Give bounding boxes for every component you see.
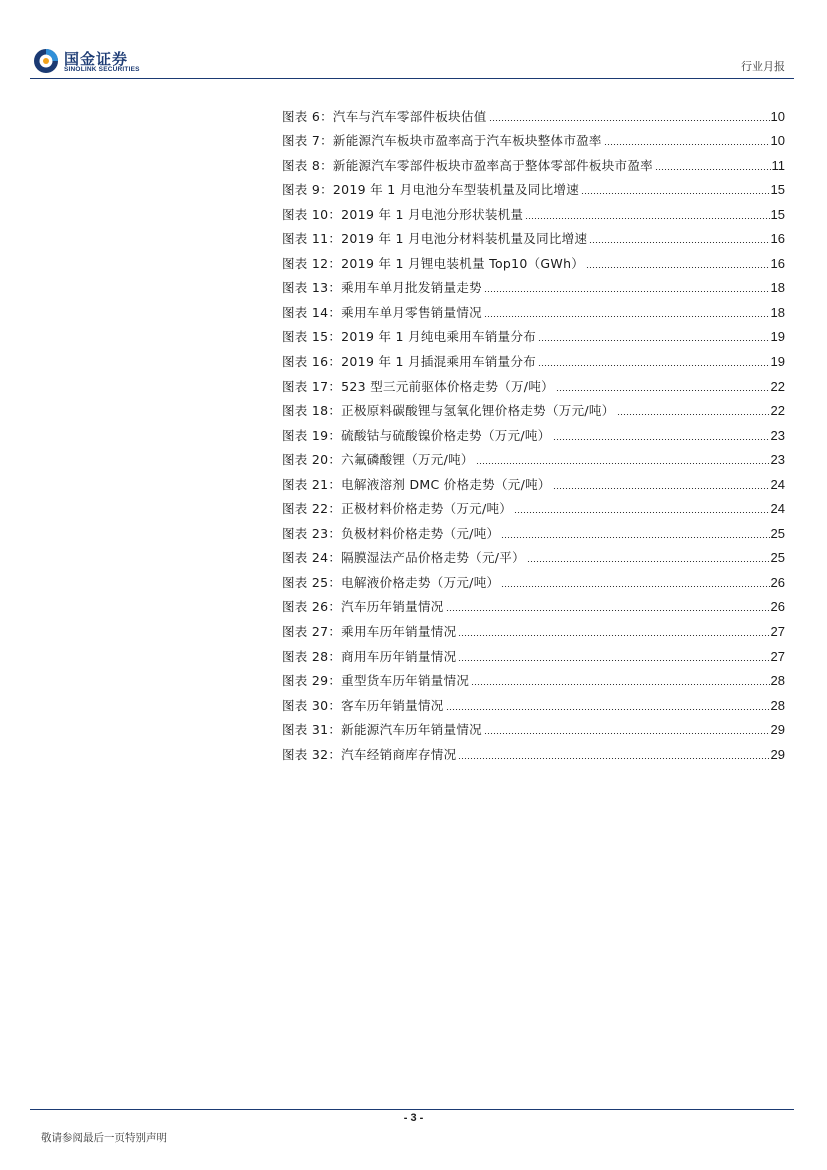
- toc-entry[interactable]: [282, 444, 785, 469]
- toc-entry[interactable]: [282, 198, 785, 223]
- toc-dot-leader: [484, 733, 770, 734]
- toc-entry-label: 图表 25：电解液价格走势（万元/吨）: [282, 574, 500, 590]
- toc-entry-page: 24: [770, 501, 785, 517]
- toc-dot-leader: [501, 537, 769, 538]
- toc-entry[interactable]: [282, 689, 785, 714]
- toc-entry-page: 10: [770, 108, 785, 124]
- toc-entry-label: 图表 12：2019 年 1 月锂电装机量 Top10（GWh）: [282, 255, 585, 271]
- toc-entry[interactable]: [282, 640, 785, 665]
- toc-entry[interactable]: [282, 125, 785, 150]
- sinolink-logo-icon: [33, 48, 59, 74]
- toc-entry[interactable]: [282, 738, 785, 763]
- toc-entry-label: 图表 26：汽车历年销量情况: [282, 599, 444, 615]
- toc-entry[interactable]: [282, 419, 785, 444]
- toc-entry-label: 图表 31：新能源汽车历年销量情况: [282, 722, 482, 738]
- toc-dot-leader: [525, 218, 769, 219]
- toc-entry-page: 25: [770, 550, 785, 566]
- toc-entry-page: 23: [770, 427, 785, 443]
- toc-entry-label: 图表 11：2019 年 1 月电池分材料装机量及同比增速: [282, 231, 588, 247]
- toc-entry-label: 图表 10：2019 年 1 月电池分形状装机量: [282, 206, 524, 222]
- toc-entry-label: 图表 16：2019 年 1 月插混乘用车销量分布: [282, 354, 537, 370]
- toc-entry-label: 图表 18：正极原料碳酸锂与氢氧化锂价格走势（万元/吨）: [282, 403, 615, 419]
- toc-entry[interactable]: [282, 542, 785, 567]
- toc-dot-leader: [471, 684, 769, 685]
- toc-dot-leader: [556, 390, 770, 391]
- toc-dot-leader: [553, 488, 770, 489]
- toc-entry-page: 11: [771, 157, 785, 173]
- footer-divider: [30, 1109, 794, 1110]
- toc-entry[interactable]: [282, 174, 785, 199]
- toc-entry[interactable]: [282, 566, 785, 591]
- toc-dot-leader: [484, 291, 770, 292]
- toc-entry[interactable]: [282, 714, 785, 739]
- toc-entry[interactable]: [282, 370, 785, 395]
- toc-entry[interactable]: [282, 493, 785, 518]
- toc-dot-leader: [604, 144, 770, 145]
- toc-entry-page: 16: [770, 231, 785, 247]
- toc-entry[interactable]: [282, 345, 785, 370]
- toc-entry-label: 图表 6：汽车与汽车零部件板块估值: [282, 108, 487, 124]
- toc-entry-label: 图表 22：正极材料价格走势（万元/吨）: [282, 501, 513, 517]
- toc-entry-label: 图表 32：汽车经销商库存情况: [282, 746, 457, 762]
- logo-english-name: SINOLINK SECURITIES: [64, 66, 140, 73]
- toc-entry-page: 24: [770, 476, 785, 492]
- toc-dot-leader: [538, 340, 769, 341]
- toc-dot-leader: [581, 193, 770, 194]
- toc-dot-leader: [538, 365, 769, 366]
- toc-entry-label: 图表 29：重型货车历年销量情况: [282, 673, 470, 689]
- toc-dot-leader: [484, 316, 770, 317]
- toc-entry-page: 26: [770, 574, 785, 590]
- toc-dot-leader: [514, 512, 769, 513]
- toc-entry-page: 29: [770, 746, 785, 762]
- toc-entry-label: 图表 15：2019 年 1 月纯电乘用车销量分布: [282, 329, 537, 345]
- toc-dot-leader: [458, 635, 769, 636]
- toc-entry-page: 27: [770, 624, 785, 640]
- toc-entry[interactable]: [282, 591, 785, 616]
- toc-dot-leader: [458, 660, 769, 661]
- toc-entry-page: 27: [770, 648, 785, 664]
- toc-entry[interactable]: [282, 395, 785, 420]
- toc-entry-page: 28: [770, 673, 785, 689]
- toc-entry[interactable]: [282, 149, 785, 174]
- toc-entry-label: 图表 23：负极材料价格走势（元/吨）: [282, 525, 500, 541]
- toc-dot-leader: [476, 463, 770, 464]
- toc-entry[interactable]: [282, 223, 785, 248]
- toc-entry-label: 图表 30：客车历年销量情况: [282, 697, 444, 713]
- toc-entry-page: 28: [770, 697, 785, 713]
- toc-entry-label: 图表 27：乘用车历年销量情况: [282, 624, 457, 640]
- page-number: - 3 -: [403, 1112, 424, 1124]
- toc-entry-page: 26: [770, 599, 785, 615]
- toc-dot-leader: [617, 414, 770, 415]
- report-type: 行业月报: [741, 60, 785, 73]
- toc-entry-page: 19: [770, 329, 785, 345]
- toc-entry-page: 25: [770, 525, 785, 541]
- toc-entry[interactable]: [282, 321, 785, 346]
- toc-dot-leader: [458, 758, 769, 759]
- toc-entry-label: 图表 13：乘用车单月批发销量走势: [282, 280, 482, 296]
- toc-entry[interactable]: [282, 100, 785, 125]
- toc-entry[interactable]: [282, 296, 785, 321]
- toc-entry-label: 图表 20：六氟磷酸锂（万元/吨）: [282, 452, 474, 468]
- toc-entry-page: 23: [770, 452, 785, 468]
- toc-entry-label: 图表 28：商用车历年销量情况: [282, 648, 457, 664]
- toc-entry-label: 图表 21：电解液溶剂 DMC 价格走势（元/吨）: [282, 476, 551, 492]
- toc-entry-page: 19: [770, 354, 785, 370]
- toc-entry-label: 图表 9：2019 年 1 月电池分车型装机量及同比增速: [282, 182, 580, 198]
- figure-list: [282, 100, 785, 763]
- toc-entry-label: 图表 8：新能源汽车零部件板块市盈率高于整体零部件板块市盈率: [282, 157, 653, 173]
- toc-entry-label: 图表 19：硫酸钴与硫酸镍价格走势（万元/吨）: [282, 427, 551, 443]
- toc-dot-leader: [446, 709, 770, 710]
- toc-dot-leader: [655, 169, 771, 170]
- toc-entry-page: 15: [770, 206, 785, 222]
- toc-entry[interactable]: [282, 468, 785, 493]
- toc-entry[interactable]: [282, 272, 785, 297]
- toc-entry-page: 15: [770, 182, 785, 198]
- toc-entry[interactable]: [282, 615, 785, 640]
- page-header: [0, 0, 827, 80]
- toc-dot-leader: [586, 267, 769, 268]
- logo-chinese-name: 国金证券: [64, 50, 129, 68]
- toc-entry-page: 16: [770, 255, 785, 271]
- toc-entry-label: 图表 7：新能源汽车板块市盈率高于汽车板块整体市盈率: [282, 133, 602, 149]
- toc-entry-label: 图表 14：乘用车单月零售销量情况: [282, 304, 482, 320]
- toc-entry-label: 图表 17：523 型三元前驱体价格走势（万/吨）: [282, 378, 554, 394]
- toc-dot-leader: [446, 610, 770, 611]
- toc-dot-leader: [527, 561, 770, 562]
- header-divider: [30, 78, 794, 79]
- toc-entry-page: 22: [770, 403, 785, 419]
- toc-entry-label: 图表 24：隔膜湿法产品价格走势（元/平）: [282, 550, 525, 566]
- company-logo: [33, 48, 151, 78]
- toc-entry[interactable]: [282, 247, 785, 272]
- toc-entry-page: 22: [770, 378, 785, 394]
- disclaimer: 敬请参阅最后一页特别声明: [41, 1132, 167, 1144]
- toc-entry-page: 29: [770, 722, 785, 738]
- toc-entry-page: 10: [770, 133, 785, 149]
- toc-entry[interactable]: [282, 517, 785, 542]
- toc-dot-leader: [501, 586, 769, 587]
- toc-entry-page: 18: [770, 280, 785, 296]
- toc-entry-page: 18: [770, 304, 785, 320]
- toc-entry[interactable]: [282, 665, 785, 690]
- toc-dot-leader: [589, 242, 769, 243]
- toc-dot-leader: [489, 120, 770, 121]
- toc-dot-leader: [553, 439, 770, 440]
